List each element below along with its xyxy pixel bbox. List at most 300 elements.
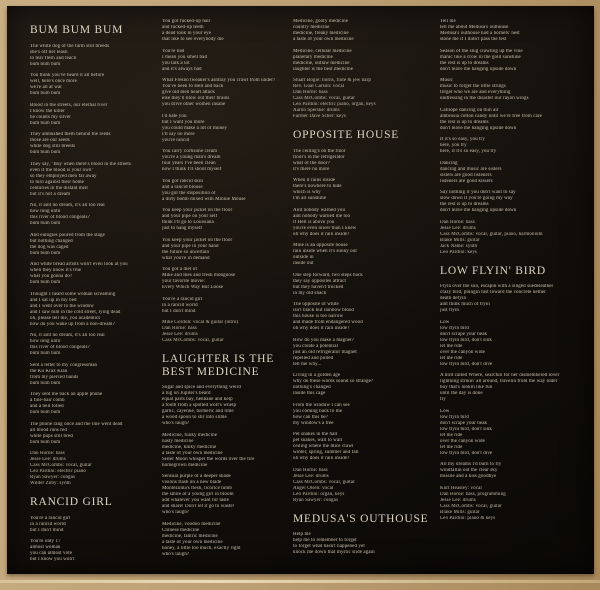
- lyric-line: from my pierced hands: [30, 374, 79, 380]
- lyric-stanza: [30, 363, 162, 387]
- lyric-line: isn't black but rainbow blood: [293, 308, 355, 313]
- lyric-line: country medicine: [293, 25, 330, 30]
- lyric-line: I'd hate you: [162, 113, 187, 119]
- lyric-line: Blake Mills: guitar: [440, 237, 480, 243]
- lyric-line: all blood runs red: [30, 427, 67, 433]
- lyric-line: Medicine, goofy medicine: [293, 19, 349, 24]
- lyric-line: what you're in demand: [162, 255, 210, 261]
- lyrics-column-4: [440, 19, 590, 527]
- lyric-line: Jesse Lee: drums: [440, 497, 476, 503]
- lyric-line: manic like a crow in the gold sunshine: [440, 54, 521, 60]
- lyric-line: Angel Olsen: vocal: [293, 485, 334, 491]
- lyric-line: the dog was caged: [30, 244, 69, 250]
- lyric-line: a wood spoon to stir into slime: [162, 415, 227, 420]
- lyric-line: repelled and pulled: [293, 355, 334, 361]
- lyric-line: Leo Pardini: keys: [440, 249, 477, 255]
- lyric-line: in my old shack: [293, 290, 327, 296]
- lyric-stanza: [30, 233, 162, 257]
- lyric-line: bum bum bum: [30, 439, 61, 445]
- lyric-stanza: [162, 179, 294, 203]
- lyric-stanza: [162, 114, 294, 144]
- lyric-line: you're a young man's dream: [162, 155, 221, 160]
- lyric-line: honey, a little too much, exactly right: [162, 545, 241, 551]
- lyric-line: how long until: [30, 209, 61, 214]
- lyric-line: but I don't mind: [162, 308, 196, 314]
- lyric-line: in a rancid world: [162, 302, 198, 308]
- lyric-line: Flyin over the sun, escapin with a singed suedeleather: [440, 284, 554, 289]
- lyric-line: A bird called Where, searchin for her dismembered lover: [440, 373, 560, 378]
- lyric-line: How do you make a magnet?: [293, 337, 354, 343]
- lyric-line: Jesse Lee: drums: [30, 457, 66, 462]
- lyric-line: stone me if I didn't pass the test: [440, 37, 507, 42]
- lyric-line: lightning strikin' all around, travelin from the way older: [440, 379, 558, 384]
- lyric-stanza: [30, 422, 162, 446]
- lyric-line: let me ride: [440, 444, 463, 450]
- lyric-line: garlic, cayenne, turmeric and lime: [162, 409, 234, 414]
- lyric-line: Season of the slug crawling up the vine: [440, 48, 523, 54]
- lyric-line: Cass McCombs: vocal, guitar: [30, 463, 92, 468]
- lyric-line: even if the blood is your own": [30, 167, 94, 173]
- lyric-line: here, you try: [440, 143, 467, 148]
- lyric-stanza: [162, 19, 294, 43]
- lyric-line: Medusa's outhouse had a hornets' nest: [440, 31, 520, 36]
- lyric-stanza: [30, 103, 162, 127]
- lyric-stanza: [293, 302, 435, 332]
- lyric-line: medicine, kinky medicine: [162, 444, 217, 450]
- lyric-line: outside in: [293, 255, 314, 260]
- lyric-line: visions flash on a new blade: [162, 480, 222, 485]
- song-title-opposite-house: OPPOSITE HOUSE: [293, 129, 400, 141]
- lyric-stanza: [162, 474, 294, 516]
- lyric-line: You got fucked-up hair: [162, 19, 211, 24]
- lyric-stanza: [30, 516, 162, 534]
- lyric-stanza: [440, 49, 590, 73]
- lyric-line: Help me: [293, 532, 311, 537]
- lyric-line: aint think much of tryin: [440, 302, 490, 307]
- lyric-line: windfallin out the clear sky: [440, 468, 498, 473]
- lyric-line: what of the door?: [293, 160, 330, 166]
- lyric-line: If it's so easy, you try: [440, 137, 485, 142]
- lyric-line: medicine, freaky medicine: [293, 31, 349, 36]
- song-credits: [440, 220, 590, 256]
- lyric-line: floor's in the refrigerator: [293, 154, 345, 160]
- lyric-line: over the canyon wide: [440, 438, 485, 444]
- lyric-line: inside out: [293, 261, 314, 266]
- lyric-stanza: [440, 78, 590, 102]
- table-surface-highlight: [0, 580, 600, 583]
- lyric-line: don't scrape your beak: [440, 420, 488, 426]
- lyric-line: so they employed men far away: [30, 173, 97, 179]
- lyric-stanza: [293, 208, 435, 238]
- lyric-line: Dan Horne: bass: [30, 451, 65, 456]
- lyric-stanza: [162, 433, 294, 469]
- lyric-line: Sugar and spice and everything weird: [162, 385, 241, 390]
- lyric-line: You've been to Hell and back: [162, 84, 224, 89]
- lyric-line: Sent a letter to my congressman: [30, 362, 98, 368]
- lyric-stanza: [440, 462, 590, 480]
- lyric-line: ambrosia cotton candy until we're free from care: [440, 113, 542, 119]
- lyric-line: nothing's changed: [293, 385, 331, 390]
- lyric-line: Chinese medicine: [162, 527, 200, 533]
- lyric-stanza: [293, 243, 435, 267]
- lyric-line: You're a rancid girl: [162, 296, 203, 302]
- lyric-line: You got a diet of: [162, 267, 198, 272]
- lyric-line: the rest is up to dreams: [440, 60, 489, 66]
- lyric-line: but they haven't trucked: [293, 284, 344, 290]
- lyric-line: four years I've been clean: [162, 161, 216, 166]
- lyric-line: and fucked-up teeth: [162, 25, 204, 30]
- lyric-line: don't leave me hanging upside down: [440, 208, 517, 213]
- song-title-medusa-s-outhouse: MEDUSA'S OUTHOUSE: [293, 512, 429, 525]
- lyric-line: They say, "Buy when there's blood in the streets: [30, 161, 131, 167]
- lyric-line: Say nothing if you don't want to say: [440, 190, 516, 195]
- lyric-stanza: [30, 292, 162, 328]
- lyric-line: Leo Pardini: organ, keys: [293, 491, 345, 497]
- lyric-line: bum bum bum: [30, 91, 61, 96]
- lyric-line: And eulogies poured from the stage: [30, 232, 105, 238]
- lyric-line: No, it aint no dream, it's all too real: [30, 333, 105, 338]
- lyric-stanza: [162, 385, 294, 427]
- lyric-line: music to forget the little strings: [440, 84, 506, 89]
- lyric-line: Wilder Zoby: synth: [30, 481, 71, 486]
- lyric-line: They ambushed them behind the reeds: [30, 132, 111, 137]
- lyric-line: how long until: [30, 339, 61, 344]
- lyric-line: aint nobody warned me too: [293, 213, 351, 219]
- lyric-line: the rest is up to dreams: [440, 202, 489, 207]
- lyric-line: well, here's once more: [30, 79, 77, 84]
- lyric-line: why do these words sound so strange?: [293, 379, 374, 384]
- lyric-line: Leo Pardini: electric piano, organ, keys: [293, 102, 376, 107]
- lyric-line: almost woman: [30, 545, 61, 550]
- lyric-line: You're a rancid girl: [30, 515, 71, 521]
- lyric-line: low flyin bird, don't dive: [440, 361, 493, 367]
- lyric-line: you create a potential: [293, 343, 339, 349]
- lyric-line: in a rancid world: [30, 521, 66, 527]
- lyric-line: she's off her leash: [30, 49, 68, 55]
- lyric-line: they say opposites attract: [293, 278, 347, 284]
- lyric-line: Kurt Heasley: vocal: [440, 485, 482, 491]
- lyric-line: bum bum bum: [30, 61, 61, 67]
- lyric-line: Leo Pardini: piano & keys: [440, 515, 496, 521]
- song-title-low-flyin-bird: LOW FLYIN' BIRD: [440, 264, 546, 277]
- lyric-stanza: [440, 161, 590, 185]
- lyric-line: you can almost vote: [30, 551, 73, 556]
- lyric-stanza: [30, 333, 162, 357]
- lyric-line: No, it aint no dream, it's all too real: [30, 203, 105, 208]
- lyric-line: planetary medicine: [293, 54, 333, 60]
- lyric-line: Medicine, cellular medicine: [293, 48, 352, 54]
- lyric-line: Thought I heard some woman screaming: [30, 291, 116, 297]
- lyric-line: you're even lower than I knew: [293, 225, 357, 231]
- lyric-line: pet snakes, wall to wall: [293, 438, 343, 443]
- lyric-line: you're rancid: [162, 137, 190, 143]
- lyric-line: Jesse Lee: drums: [293, 473, 329, 479]
- lyric-line: Cass McCombs: vocal, guitar: [293, 96, 355, 101]
- lyric-line: Blake Mills: guitar: [440, 509, 480, 515]
- lyric-line: and a bell tolled: [30, 404, 64, 409]
- lyric-line: just to hang myself: [162, 226, 203, 231]
- lyric-line: Dan Horne: bass: [293, 90, 328, 95]
- lyric-line: inside this cage: [293, 391, 326, 396]
- lyric-line: Dancing: [440, 160, 458, 166]
- lyric-line: that like to see everybody die: [162, 37, 224, 42]
- lyric-line: The phone rang once and the line went dead: [30, 421, 123, 427]
- lyric-line: dancing and music are sisters: [440, 166, 502, 172]
- song-credits: [440, 486, 590, 522]
- lyric-line: and your pipe in your hand: [162, 243, 219, 249]
- lyric-line: just an old refrigerator magnet: [293, 349, 357, 355]
- lyric-line: who's laugh?: [162, 551, 190, 557]
- lyric-stanza: [30, 162, 162, 198]
- lyric-stanza: [440, 373, 590, 403]
- lyric-line: think I'll go to Louisiana: [162, 220, 214, 225]
- lyric-line: which is why: [293, 190, 321, 195]
- lyric-line: missile and a kiss goodbye: [440, 474, 497, 479]
- lyric-line: my window's a tree: [293, 420, 334, 426]
- lyric-stanza: [293, 49, 435, 73]
- lyric-line: bum bum bum: [30, 280, 61, 285]
- lyric-line: medicine, outlaw medicine: [293, 60, 350, 66]
- lyric-line: don't leave me hanging upside down: [440, 125, 517, 131]
- lyric-line: Mike Gordon: vocal & guitar (intro): [162, 320, 239, 325]
- song-title-laughter-is-the-best-medicine: LAUGHTER IS THE BEST MEDICINE: [162, 353, 275, 378]
- lyric-line: a dirty bomb mixed with Minnie Mouse: [162, 196, 246, 202]
- lyric-line: white pups still bred: [30, 433, 73, 439]
- lyric-line: sisters are good listeners: [440, 172, 492, 178]
- lyric-line: the rest is up to dreams: [440, 119, 489, 125]
- lyric-line: a dead look in your eye: [162, 31, 212, 36]
- lyric-line: now I think I'll shoot myself: [162, 167, 222, 172]
- lyric-line: Rev. Goat Carson: vocal: [293, 84, 345, 89]
- lyric-line: One step forward, two steps back: [293, 272, 363, 278]
- lyric-stanza: [30, 132, 162, 156]
- lyric-line: Tell me: [440, 19, 456, 24]
- lyric-line: forget who we are and everything: [440, 90, 511, 95]
- lyric-stanza: [293, 338, 435, 368]
- lyric-line: homegrown medicine: [162, 462, 208, 468]
- lyric-line: but nothing changed: [30, 238, 73, 244]
- lyric-line: to tear flesh and teach: [30, 55, 77, 61]
- lyric-line: oh why does it rain inside?: [293, 231, 350, 237]
- lyric-line: a tooth from a spotted wolf's whelp: [162, 403, 237, 408]
- lyric-line: until the day is done: [440, 391, 483, 396]
- lyric-line: From the window I can see: [293, 402, 350, 408]
- lyric-line: this house is too narrow: [293, 314, 344, 319]
- lyric-line: The ceiling's on the floor: [293, 148, 346, 154]
- lyric-stanza: [293, 149, 435, 173]
- lyric-stanza: [30, 203, 162, 227]
- lyric-line: those are our seeds: [30, 138, 70, 143]
- lyric-line: and I went over to the window: [30, 303, 94, 309]
- lyric-line: You're bad: [162, 48, 185, 54]
- lyric-line: Montezuma's flesh, licorice tomb: [162, 486, 232, 491]
- lyric-line: You're only 17: [30, 539, 61, 544]
- lyric-line: Dan Horne: bass: [162, 326, 197, 331]
- lyric-line: bum bum bum: [30, 120, 61, 126]
- lyric-stanza: [293, 532, 435, 556]
- song-credits: [30, 451, 162, 487]
- lyric-line: low flyin bird: [440, 325, 469, 331]
- lyric-line: You got rancid skin: [162, 178, 203, 184]
- lyric-line: winter, spring, summer and fall: [293, 450, 359, 455]
- song-title-rancid-girl: RANCID GIRL: [30, 496, 113, 508]
- lyric-line: Farmer Dave Scher: keys: [293, 114, 346, 119]
- lyric-stanza: [440, 320, 590, 368]
- lyric-stanza: [162, 208, 294, 232]
- lyric-line: bum bum bum: [30, 250, 61, 256]
- lyric-line: you got the disposition of: [162, 190, 216, 196]
- lyric-line: what you gonna do?: [30, 274, 73, 279]
- lyric-line: there's nowhere to hide: [293, 184, 342, 189]
- lyric-line: Sister Moon whisper the words over the fire: [162, 456, 255, 462]
- lyric-line: crazy bird, plungin fast toward the concrete nether: [440, 290, 546, 295]
- song-credits: [162, 320, 294, 344]
- lyric-line: fly: [440, 397, 446, 402]
- lyric-line: and I sat up in my bed: [30, 297, 77, 303]
- lyric-line: I'll say no more: [162, 131, 195, 137]
- lyric-line: Living in a golden age: [293, 373, 341, 378]
- lyric-line: to turn against their home: [30, 179, 84, 185]
- lyric-line: What Fresno tweaker's ashtray you crawl from under?: [162, 78, 276, 83]
- lyric-line: a taste of your own medicine: [293, 37, 354, 42]
- lyric-line: how can this be?: [293, 414, 329, 420]
- lyric-line: Cass McCombs: vocal, guitar: [440, 503, 502, 509]
- lyric-sheet: [7, 6, 594, 574]
- lyric-line: but I know you won't: [30, 557, 75, 562]
- lyric-line: Low: [440, 319, 450, 325]
- lyric-line: Music: [440, 78, 453, 83]
- lyric-line: nasty medicine: [162, 438, 194, 444]
- lyric-line: oh why does it rain inside?: [293, 456, 350, 461]
- lyric-line: equal parts bay, henbane and kelp: [162, 397, 233, 402]
- lyric-stanza: [440, 284, 590, 314]
- lyric-line: add whatever you want for taste: [162, 498, 230, 503]
- lyric-stanza: [440, 409, 590, 457]
- lyric-line: You think you've heard it all before: [30, 73, 105, 78]
- lyric-line: low flyin bird, don't sink: [440, 337, 492, 343]
- lyric-line: a taste of your own medicine: [162, 450, 223, 456]
- lyric-line: low flyin bird, don't sink: [440, 426, 492, 432]
- lyric-line: They sent me back an apple phone: [30, 392, 103, 397]
- lyric-line: death defyin: [440, 296, 467, 301]
- lyric-line: Dan Horne: bass: [440, 219, 475, 225]
- lyric-line: Dan Horne: bass, programming: [440, 491, 506, 497]
- lyric-stanza: [440, 137, 590, 155]
- lyrics-column-2: [162, 19, 294, 563]
- lyric-line: tell me about Medusa's outhouse: [440, 25, 509, 30]
- lyric-line: All my dreams I'd burn to fly: [440, 462, 502, 467]
- lyric-line: you could make a lot of money: [162, 125, 228, 131]
- lyric-line: give old men heart attack: [162, 90, 216, 95]
- lyric-line: Mine is an opposite house: [293, 243, 348, 248]
- lyric-stanza: [162, 267, 294, 291]
- lyric-stanza: [162, 149, 294, 173]
- lyric-line: bum bum bum: [30, 410, 61, 415]
- lyric-line: this river of blood congeals?: [30, 215, 90, 220]
- lyric-line: a taste of your own medicine: [162, 539, 223, 545]
- lyric-stanza: [293, 273, 435, 297]
- lyric-line: you talk a lot: [162, 60, 190, 66]
- lyric-line: a fine-hair comb: [30, 398, 65, 403]
- lyric-line: your favorite movie:: [162, 279, 206, 284]
- lyric-line: and I saw him in the cold street, lying dead: [30, 309, 121, 315]
- lyric-line: don't leave me hanging upside down: [440, 66, 517, 72]
- lyric-line: rain inside when it's sunny out: [293, 249, 357, 254]
- lyric-stanza: [30, 539, 162, 563]
- lyric-line: a tug on Jupiter's beard: [162, 391, 211, 396]
- lyric-stanza: [162, 238, 294, 262]
- lyric-line: Jack Name: synth: [440, 243, 478, 249]
- lyric-line: over the canyon wide: [440, 349, 485, 355]
- lyric-line: the smile of a young girl in bloom: [162, 492, 234, 497]
- lyric-line: I mean you smell bad: [162, 54, 208, 60]
- lyric-line: when they know it's true: [30, 268, 82, 273]
- song-credits: [293, 78, 435, 120]
- lyric-line: let me ride: [440, 432, 463, 438]
- lyric-line: Ryan Sawyer: congas: [30, 475, 76, 480]
- lyric-line: he counts my silver: [30, 114, 71, 120]
- lyric-line: you drive other women insane: [162, 102, 226, 107]
- lyric-line: I know the killer: [30, 108, 65, 114]
- lyric-line: and a rancid blouse: [162, 184, 203, 190]
- lyric-line: this river of blood congeals?: [30, 345, 90, 350]
- lyric-line: it's there no more: [293, 166, 330, 172]
- lyric-line: undressing in the disaster our rayon wings: [440, 96, 529, 101]
- lyric-stanza: [162, 297, 294, 315]
- lyric-line: laughter is the best medicine: [293, 66, 354, 72]
- lyric-line: tell me why...: [293, 361, 322, 367]
- lyric-line: Calliope dancing on thin air: [440, 107, 499, 113]
- lyric-line: medicine, tantric medicine: [162, 533, 218, 539]
- lyric-line: low flyin bird, don't dive: [440, 450, 493, 456]
- lyric-line: who's laugh?: [162, 510, 190, 515]
- lyric-line: Medicine, voodoo medicine: [162, 521, 221, 527]
- lyric-line: here, if it's so easy, you try: [440, 149, 497, 154]
- lyric-line: centuries in the distant mist: [30, 185, 88, 191]
- lyric-line: Mike and Ikes and fresh mongoose: [162, 273, 236, 278]
- lyric-line: the future so uncertain: [162, 249, 210, 255]
- lyric-line: oh, please tell me, you academics: [30, 315, 101, 321]
- lyric-stanza: [293, 19, 435, 43]
- lyric-line: bum bum bum: [30, 150, 61, 155]
- lyric-line: Pet snakes in the hall: [293, 432, 338, 437]
- lyric-line: the Ku Klux Klan: [30, 368, 68, 374]
- lyric-stanza: [293, 178, 435, 202]
- lyric-line: Sensual purple of a deeper shade: [162, 474, 231, 479]
- lyric-line: Stuart Bogie: horns, flute & jew harp: [293, 78, 371, 83]
- lyric-line: The opposite of white: [293, 302, 339, 307]
- lyric-stanza: [440, 190, 590, 214]
- lyric-line: boy that's lookin like fun: [440, 385, 493, 390]
- lyric-stanza: [30, 44, 162, 68]
- lyric-line: The white dog of the farm still breeds: [30, 43, 110, 49]
- lyric-line: help me to remember to forget: [293, 538, 357, 543]
- lyric-line: oh why does it rain inside?: [293, 326, 350, 331]
- lyric-line: You carry cortisone cream: [162, 149, 218, 154]
- lyric-line: you coming back to me: [293, 408, 343, 414]
- lyric-line: let me ride: [440, 343, 463, 349]
- lyric-line: Low: [440, 408, 450, 414]
- lyric-line: When it rains inside: [293, 178, 336, 183]
- lyric-line: knock me down that mystic slide again: [293, 550, 375, 555]
- lyric-line: Blood in the streets, our eternal river: [30, 102, 108, 108]
- lyric-line: Cass McCombs: vocal, guitar: [293, 479, 355, 485]
- lyric-line: and it's always bad: [162, 66, 202, 72]
- lyric-line: Medicine, funky medicine: [162, 432, 218, 438]
- lyric-line: Cass McCombs: vocal, guitar: [162, 338, 224, 343]
- lyric-line: listeners are good kissers: [440, 178, 493, 184]
- lyric-line: low flyin bird: [440, 414, 469, 420]
